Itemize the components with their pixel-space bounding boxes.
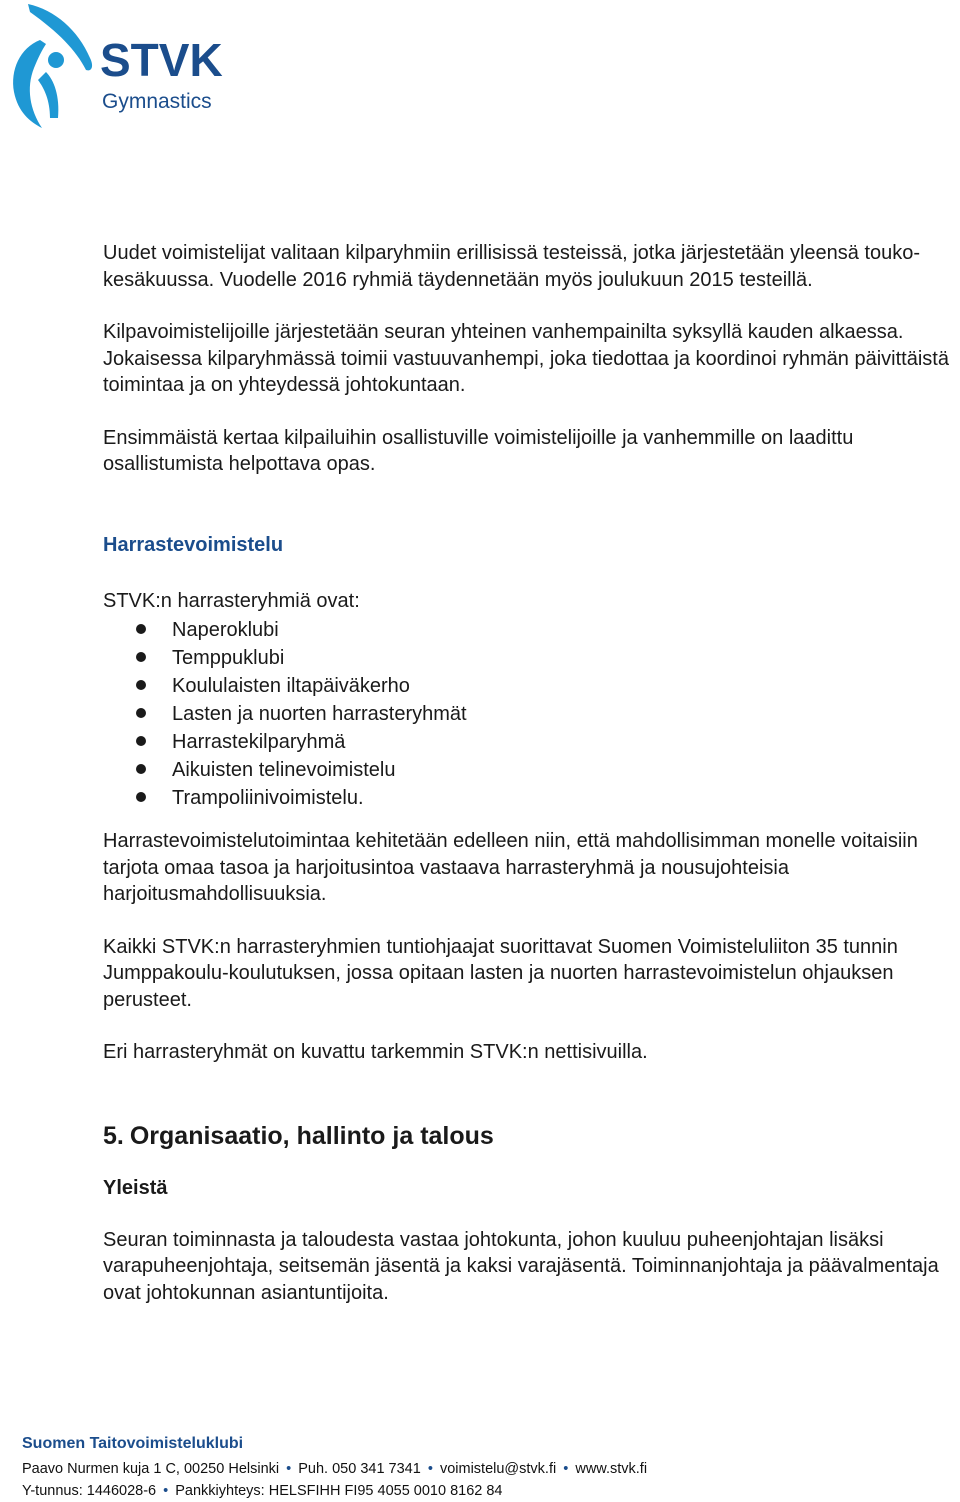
footer-separator: • bbox=[163, 1483, 169, 1499]
intro-paragraph-1: Uudet voimistelijat valitaan kilparyhmiin erillisissä testeissä, jotka järjestetään yleensä touko-kesäkuussa. Vuodelle 2016 ryhmiä täydennetään myös joulukuun 2015 testeillä. bbox=[103, 242, 921, 291]
bullet-icon bbox=[136, 792, 146, 802]
list-item-label: Aikuisten telinevoimistelu bbox=[172, 759, 396, 781]
list-item bbox=[103, 784, 953, 812]
bullet-icon bbox=[136, 624, 146, 634]
list-item-label: Koululaisten iltapäiväkerho bbox=[172, 675, 410, 697]
bullet-icon bbox=[136, 652, 146, 662]
intro-paragraph-3: Ensimmäistä kertaa kilpailuihin osallistuville voimistelijoille ja vanhemmille on laadittu osallistumista helpottava opas. bbox=[103, 426, 854, 475]
bullet-icon bbox=[136, 736, 146, 746]
footer-address: Paavo Nurmen kuja 1 C, 00250 Helsinki bbox=[22, 1461, 280, 1477]
footer-org-name: Suomen Taitovoimisteluklubi bbox=[22, 1435, 244, 1452]
list-item-label: Naperoklubi bbox=[172, 619, 279, 641]
section-title: Organisaatio, hallinto ja talous bbox=[129, 1121, 494, 1150]
footer-contact-line bbox=[22, 1458, 942, 1480]
footer-phone: Puh. 050 341 7341 bbox=[298, 1461, 421, 1477]
bullet-icon bbox=[136, 680, 146, 690]
harraste-group-list bbox=[103, 616, 953, 812]
bullet-icon bbox=[136, 764, 146, 774]
section-5-subheading: Yleistä bbox=[103, 1176, 168, 1199]
section-5-heading bbox=[103, 1121, 953, 1151]
list-item bbox=[103, 728, 953, 756]
footer-separator: • bbox=[563, 1461, 569, 1477]
section-number: 5. bbox=[103, 1121, 124, 1150]
list-item bbox=[103, 756, 953, 784]
list-item-label: Harrastekilparyhmä bbox=[172, 731, 346, 753]
harraste-paragraph-2: Kaikki STVK:n harrasteryhmien tuntiohjaajat suorittavat Suomen Voimisteluliiton 35 tunnin Jumppakoulu-koulutuksen, jossa opitaan lasten ja nuorten harrastevoimistelun ohjauksen perusteet. bbox=[103, 935, 898, 1011]
stvk-gymnastics-logo bbox=[0, 0, 240, 135]
list-item-label: Trampoliinivoimistelu. bbox=[172, 787, 364, 809]
harraste-paragraph-3: Eri harrasteryhmät on kuvattu tarkemmin STVK:n nettisivuilla. bbox=[103, 1041, 648, 1063]
footer-separator: • bbox=[427, 1461, 433, 1477]
footer-email[interactable]: voimistelu@stvk.fi bbox=[439, 1461, 557, 1477]
list-item bbox=[103, 672, 953, 700]
section-5-paragraph: Seuran toiminnasta ja taloudesta vastaa johtokunta, johon kuuluu puheenjohtajan lisäksi varapuheenjohtaja, seitsemän jäsentä ja kaksi varajäsentä. Toiminnanjohtaja ja päävalmentaja ovat johtokunnan asiantuntijoita. bbox=[103, 1228, 939, 1304]
logo-name: STVK bbox=[100, 34, 223, 86]
footer-website[interactable]: www.stvk.fi bbox=[575, 1461, 648, 1477]
page-footer bbox=[22, 1433, 942, 1502]
harraste-paragraph-1: Harrastevoimistelutoimintaa kehitetään edelleen niin, että mahdollisimman monelle voitaisiin tarjota omaa tasoa ja harjoitusintoa vastaava harrasteryhmä ja nousujohteisia harjoitusmahdollisuuksia. bbox=[103, 830, 918, 905]
list-item bbox=[103, 616, 953, 644]
intro-paragraph-2: Kilpavoimistelijoille järjestetään seuran yhteinen vanhempainilta syksyllä kauden alkaessa. Jokaisessa kilparyhmässä toimii vastuuvanhempi, joka tiedottaa ja koordinoi ryhmän päivittäistä toimintaa ja on yhteydessä johtokuntaan. bbox=[103, 321, 949, 396]
footer-ytunnus: Y-tunnus: 1446028-6 bbox=[22, 1483, 157, 1499]
bullet-icon bbox=[136, 708, 146, 718]
gymnast-emblem-icon bbox=[13, 4, 92, 128]
footer-bank: Pankkiyhteys: HELSFIHH FI95 4055 0010 8162 84 bbox=[175, 1483, 503, 1499]
list-item bbox=[103, 700, 953, 728]
list-item-label: Temppuklubi bbox=[172, 647, 285, 669]
document-body bbox=[103, 240, 953, 1306]
harraste-lead: STVK:n harrasteryhmiä ovat: bbox=[103, 589, 360, 612]
footer-separator: • bbox=[286, 1461, 292, 1477]
list-item bbox=[103, 644, 953, 672]
harraste-heading: Harrastevoimistelu bbox=[103, 533, 284, 556]
logo-subname: Gymnastics bbox=[102, 90, 212, 113]
list-item-label: Lasten ja nuorten harrasteryhmät bbox=[172, 703, 467, 725]
